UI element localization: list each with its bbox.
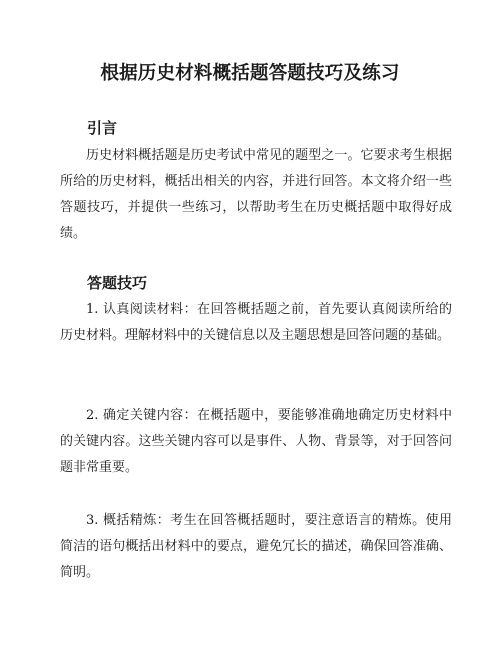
section-heading-tips: 答题技巧 bbox=[87, 274, 148, 292]
paragraph-tip-3: 3. 概括精炼：考生在回答概括题时，要注意语言的精炼。使用简洁的语句概括出材料中的要点，避免冗长的描述，确保回答准确、简明。 bbox=[60, 513, 452, 580]
paragraph-tip-1: 1. 认真阅读材料：在回答概括题之前，首先要认真阅读所给的历史材料。理解材料中的关键信息以及主题思想是回答问题的基础。 bbox=[60, 302, 452, 343]
paragraph-tip-2: 2. 确定关键内容：在概括题中，要能够准确地确定历史材料中的关键内容。这些关键内容可以是事件、人物、背景等，对于回答问题非常重要。 bbox=[60, 408, 452, 475]
section-heading-intro: 引言 bbox=[87, 119, 118, 137]
paragraph-intro: 历史材料概括题是历史考试中常见的题型之一。它要求考生根据所给的历史材料，概括出相关的内容，并进行回答。本文将介绍一些答题技巧，并提供一些练习，以帮助考生在历史概括题中取得好成绩。 bbox=[60, 148, 452, 241]
document-title: 根据历史材料概括题答题技巧及练习 bbox=[100, 63, 400, 84]
